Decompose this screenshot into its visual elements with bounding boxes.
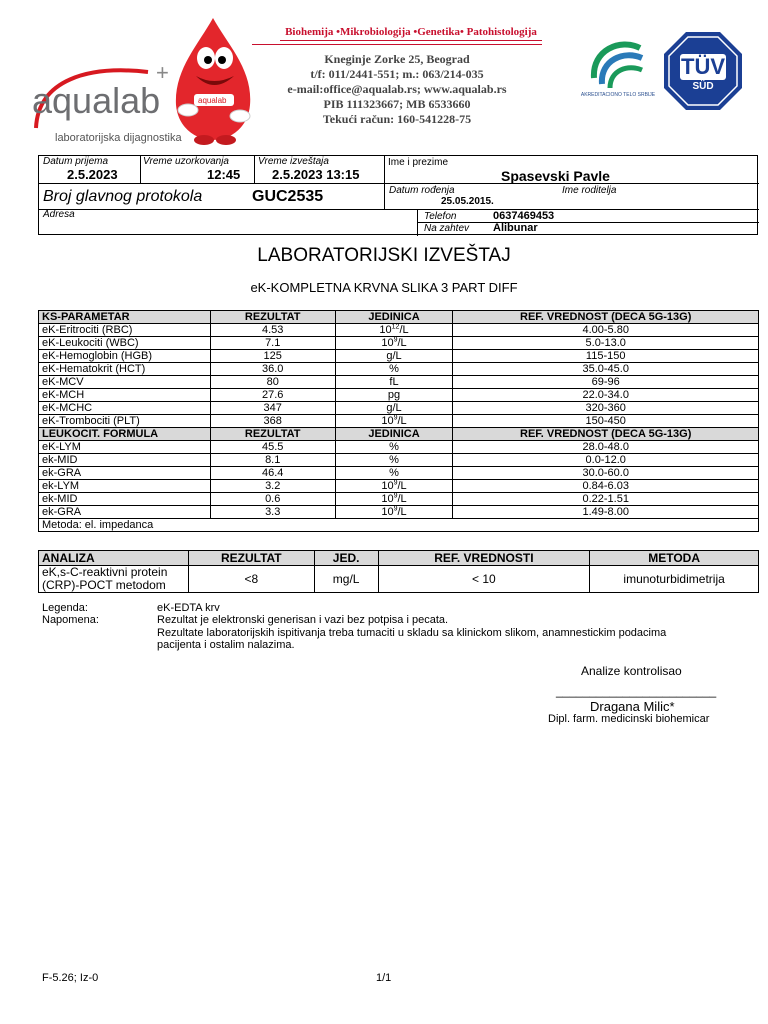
brand-name: aqualab: [32, 80, 161, 121]
ref-range: 320-360: [453, 402, 759, 415]
crp-header-cell: METODA: [590, 551, 759, 566]
unit-base: fL: [389, 376, 399, 388]
vreme-izvestaja-value: 2.5.2023 13:15: [272, 167, 360, 182]
param-name: ek-MID: [39, 493, 211, 506]
ref-range: 4.00-5.80: [453, 324, 759, 337]
ref-range: 0.84-6.03: [453, 480, 759, 493]
cbc-header-row: [39, 428, 759, 441]
unit-value: [335, 467, 453, 480]
vreme-izvestaja-label: Vreme izveštaja: [258, 156, 329, 167]
unit-value: [335, 363, 453, 376]
cbc-row: [39, 415, 759, 428]
unit-base: g/L: [386, 402, 402, 414]
unit-base: 10: [381, 506, 394, 518]
ref-range: 115-150: [453, 350, 759, 363]
result-value: 125: [210, 350, 335, 363]
crp-method: imunoturbidimetrija: [590, 566, 759, 593]
unit-base: g/L: [386, 350, 402, 362]
cbc-header-cell: JEDINICA: [335, 428, 453, 441]
unit-base: 10: [381, 493, 394, 505]
vreme-uzorkovanja-label: Vreme uzorkovanja: [143, 156, 229, 167]
unit-tail: /L: [397, 506, 407, 518]
accreditation-text: AKREDITACIONO TELO SRBIJE: [580, 92, 656, 98]
napomena-label: Napomena:: [42, 614, 99, 626]
unit-exponent: 9: [393, 505, 398, 513]
vreme-uzorkovanja-value: 12:45: [207, 167, 241, 182]
unit-value: [335, 454, 453, 467]
param-name: eK-LYM: [39, 441, 211, 454]
result-value: 80: [210, 376, 335, 389]
param-name: eK-Eritrociti (RBC): [39, 324, 211, 337]
datum-rodjenja-value: 25.05.2015.: [441, 196, 494, 207]
crp-header-cell: REZULTAT: [188, 551, 314, 566]
contact-block: [262, 52, 532, 127]
result-value: 0.6: [210, 493, 335, 506]
signer-title: Dipl. farm. medicinski biohemicar: [548, 713, 710, 725]
crp-header-cell: ANALIZA: [39, 551, 189, 566]
crp-header-cell: REF. VREDNOSTI: [378, 551, 590, 566]
patient-info-box: [38, 155, 758, 235]
unit-value: [335, 506, 453, 519]
cbc-row: [39, 467, 759, 480]
unit-base: 10: [379, 324, 392, 336]
unit-value: [335, 376, 453, 389]
param-name: eK-Hemoglobin (HGB): [39, 350, 211, 363]
cbc-header-cell: KS-PARAMETAR: [39, 311, 211, 324]
datum-rodjenja-label: Datum rođenja: [389, 185, 455, 196]
napomena-line: pacijenta i ostalim nalazima.: [157, 639, 295, 651]
cbc-header-cell: REZULTAT: [210, 311, 335, 324]
form-code: F-5.26; Iz-0: [42, 972, 99, 984]
svg-text:aqualab: aqualab: [198, 96, 227, 105]
unit-exponent: 9: [393, 479, 398, 487]
cbc-row: [39, 324, 759, 337]
cbc-row: [39, 350, 759, 363]
legenda-label: Legenda:: [42, 602, 88, 614]
param-name: eK-MCV: [39, 376, 211, 389]
report-subtitle: eK-KOMPLETNA KRVNA SLIKA 3 PART DIFF: [250, 280, 518, 295]
cbc-row: [39, 376, 759, 389]
unit-value: [335, 337, 453, 350]
protokol-value: GUC2535: [252, 188, 324, 205]
page-number: 1/1: [376, 972, 392, 984]
param-name: eK-Leukociti (WBC): [39, 337, 211, 350]
cbc-row: [39, 363, 759, 376]
contact-account: Tekući račun: 160-541228-75: [322, 112, 472, 126]
protokol-label: Broj glavnog protokola: [43, 188, 203, 205]
unit-tail: /L: [399, 324, 409, 336]
crp-ref: < 10: [378, 566, 590, 593]
ref-range: 0.22-1.51: [453, 493, 759, 506]
cbc-header-cell: REF. VREDNOST (DECA 5G-13G): [453, 311, 759, 324]
legenda-value: eK-EDTA krv: [157, 602, 220, 614]
param-name: eK-MCH: [39, 389, 211, 402]
unit-value: [335, 324, 453, 337]
unit-base: %: [389, 441, 399, 453]
crp-name-line: (CRP)-POCT metodom: [42, 578, 166, 592]
cbc-row: [39, 337, 759, 350]
signature-line: ________________________: [556, 684, 717, 698]
tuv-text: TÜV: [681, 54, 725, 79]
ref-range: 35.0-45.0: [453, 363, 759, 376]
result-value: 4.53: [210, 324, 335, 337]
param-name: ek-GRA: [39, 506, 211, 519]
unit-tail: /L: [397, 493, 407, 505]
crp-name-line: eK,s-C-reaktivni protein: [42, 565, 168, 579]
unit-value: [335, 350, 453, 363]
cbc-header-cell: REF. VREDNOST (DECA 5G-13G): [453, 428, 759, 441]
result-value: 45.5: [210, 441, 335, 454]
unit-value: [335, 402, 453, 415]
unit-exponent: 12: [391, 323, 400, 331]
param-name: eK-MCHC: [39, 402, 211, 415]
result-value: 368: [210, 415, 335, 428]
ref-range: 30.0-60.0: [453, 467, 759, 480]
disciplines-line: Biohemija •Mikrobiologija •Genetika• Patohistologija: [280, 26, 542, 41]
header-divider: [252, 44, 542, 45]
cbc-header-cell: LEUKOCIT. FORMULA: [39, 428, 211, 441]
unit-exponent: 9: [393, 336, 398, 344]
brand-tagline: laboratorijska dijagnostika: [55, 132, 182, 144]
crp-results-table: [38, 550, 759, 593]
result-value: 347: [210, 402, 335, 415]
result-value: 46.4: [210, 467, 335, 480]
crp-result: <8: [188, 566, 314, 593]
ref-range: 28.0-48.0: [453, 441, 759, 454]
crp-row: [39, 566, 759, 593]
param-name: ek-LYM: [39, 480, 211, 493]
cbc-row: [39, 493, 759, 506]
unit-exponent: 9: [393, 492, 398, 500]
ref-range: 1.49-8.00: [453, 506, 759, 519]
tuv-sub-text: SÜD: [692, 81, 714, 92]
unit-value: [335, 389, 453, 402]
cbc-header-cell: JEDINICA: [335, 311, 453, 324]
unit-base: %: [389, 363, 399, 375]
telefon-label: Telefon: [424, 211, 457, 222]
unit-value: [335, 480, 453, 493]
ref-range: 22.0-34.0: [453, 389, 759, 402]
cbc-header-cell: REZULTAT: [210, 428, 335, 441]
ref-range: 5.0-13.0: [453, 337, 759, 350]
crp-analysis-name: [39, 566, 189, 593]
cbc-results-table: [38, 310, 759, 532]
result-value: 3.2: [210, 480, 335, 493]
contact-pib: PIB 111323667; MB 6533660: [323, 97, 471, 111]
ime-roditelja-label: Ime roditelja: [562, 185, 617, 196]
result-value: 8.1: [210, 454, 335, 467]
cbc-row: [39, 389, 759, 402]
svg-text:+: +: [156, 60, 169, 85]
cbc-row: [39, 402, 759, 415]
cbc-row: [39, 454, 759, 467]
ime-label: Ime i prezime: [388, 157, 449, 168]
report-title: LABORATORIJSKI IZVEŠTAJ: [257, 245, 511, 266]
signer-name: Dragana Milic*: [590, 699, 675, 714]
crp-unit: mg/L: [314, 566, 378, 593]
param-name: ek-GRA: [39, 467, 211, 480]
result-value: 3.3: [210, 506, 335, 519]
napomena-line: Rezultate laboratorijskih ispitivanja treba tumaciti u skladu sa klinickom slikom, anamnestickim podacima: [157, 627, 667, 639]
unit-value: [335, 441, 453, 454]
unit-base: 10: [381, 415, 394, 427]
result-value: 7.1: [210, 337, 335, 350]
contact-phone: t/f: 011/2441-551; m.: 063/214-035: [310, 67, 484, 81]
cbc-row: [39, 506, 759, 519]
unit-value: [335, 493, 453, 506]
unit-base: pg: [387, 389, 401, 401]
adresa-label: Adresa: [43, 209, 75, 220]
unit-tail: /L: [397, 337, 407, 349]
unit-base: %: [389, 467, 399, 479]
cbc-row: [39, 441, 759, 454]
method-row: [39, 519, 759, 532]
result-value: 36.0: [210, 363, 335, 376]
unit-base: %: [389, 454, 399, 466]
ref-range: 150-450: [453, 415, 759, 428]
unit-tail: /L: [397, 480, 407, 492]
napomena-line: Rezultat je elektronski generisan i vazi bez potpisa i pecata.: [157, 614, 449, 626]
tuv-logo: [662, 30, 744, 112]
result-value: 27.6: [210, 389, 335, 402]
cbc-header-row: [39, 311, 759, 324]
na-zahtev-value: Alibunar: [493, 222, 538, 234]
param-name: eK-Hematokrit (HCT): [39, 363, 211, 376]
unit-value: [335, 415, 453, 428]
telefon-value: 0637469453: [493, 210, 555, 222]
unit-tail: /L: [397, 415, 407, 427]
datum-prijema-value: 2.5.2023: [67, 167, 118, 182]
unit-exponent: 9: [393, 414, 398, 422]
contact-address: Kneginje Zorke 25, Beograd: [324, 52, 470, 66]
crp-header-row: [39, 551, 759, 566]
na-zahtev-label: Na zahtev: [424, 223, 470, 234]
crp-header-cell: JED.: [314, 551, 378, 566]
method-note: Metoda: el. impedanca: [39, 519, 759, 532]
accreditation-logo: [580, 30, 656, 112]
param-name: eK-Trombociti (PLT): [39, 415, 211, 428]
unit-base: 10: [381, 337, 394, 349]
contact-email: e-mail:office@aqualab.rs; www.aqualab.rs: [287, 82, 507, 96]
param-name: ek-MID: [39, 454, 211, 467]
datum-prijema-label: Datum prijema: [43, 156, 109, 167]
cbc-row: [39, 480, 759, 493]
patient-name: Spasevski Pavle: [501, 168, 610, 184]
controlled-by-label: Analize kontrolisao: [581, 664, 682, 678]
unit-base: 10: [381, 480, 394, 492]
ref-range: 0.0-12.0: [453, 454, 759, 467]
accreditation-icon: [580, 30, 656, 112]
ref-range: 69-96: [453, 376, 759, 389]
